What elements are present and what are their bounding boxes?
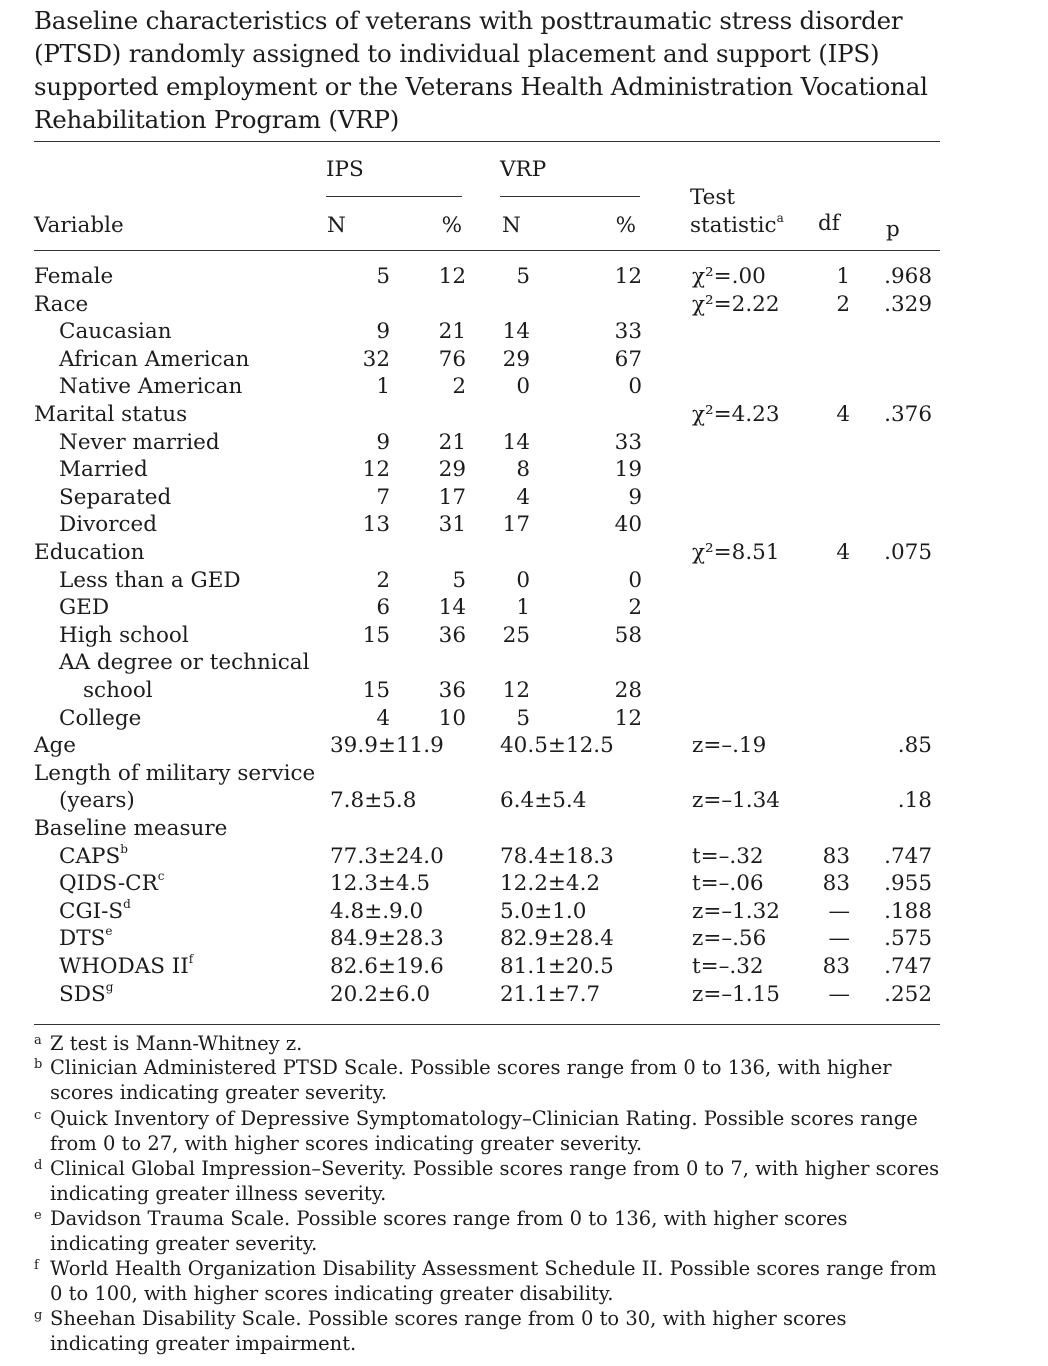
footnote-text: World Health Organization Disability Assessment Schedule II. Possible scores range from 0 to 100, with higher scores indicating greater disability.: [50, 1257, 937, 1305]
row-label-text: GED: [59, 595, 110, 621]
p-value: .968: [884, 264, 932, 289]
header-df: df: [818, 211, 840, 236]
footnote-text: Z test is Mann-Whitney z.: [50, 1032, 303, 1055]
test-statistic: z=–1.15: [692, 981, 780, 1007]
footnote-text: Clinician Administered PTSD Scale. Possible scores range from 0 to 136, with higher scores indicating greater severity.: [50, 1056, 892, 1104]
ips-pct: 2: [452, 374, 466, 400]
row-label: [34, 732, 76, 759]
ips-mean-sd: 4.8±.9.0: [330, 898, 424, 924]
ips-n: 7: [376, 484, 390, 510]
vrp-mean-sd: 12.2±4.2: [500, 871, 601, 897]
vrp-n: 5: [516, 264, 530, 289]
row-label: [34, 815, 227, 842]
header-test-line2: statistic$^a$: [690, 211, 784, 238]
header-vrp-pct: %: [615, 213, 636, 238]
row-label-text: AA degree or technical: [59, 650, 310, 676]
vrp-mean-sd: 21.1±7.7: [500, 981, 601, 1007]
footnote-g: [34, 1306, 940, 1356]
row-label-text: QIDS-CR: [59, 871, 158, 897]
row-label: [59, 925, 112, 952]
ips-pct: 14: [438, 595, 466, 621]
row-label: [34, 291, 88, 318]
footnote-c: [34, 1106, 940, 1156]
row-label: [59, 843, 128, 870]
p-value: .575: [884, 926, 932, 952]
vrp-pct: 33: [614, 319, 642, 345]
df-value: 83: [822, 954, 850, 979]
row-label: [34, 263, 113, 290]
row-label: [59, 622, 189, 649]
row-label-text: Less than a GED: [59, 567, 241, 593]
footnote-text: Clinical Global Impression–Severity. Possible scores range from 0 to 7, with higher scores indicating greater illness severity.: [50, 1157, 940, 1205]
vrp-n: 0: [516, 567, 530, 593]
ips-mean-sd: 82.6±19.6: [330, 954, 444, 979]
ips-mean-sd: 7.8±5.8: [330, 788, 417, 814]
p-value: .329: [884, 291, 932, 317]
row-label: [59, 484, 171, 511]
header-rule: [34, 250, 940, 251]
vrp-pct: 67: [614, 346, 642, 372]
vrp-n: 14: [502, 319, 530, 345]
vrp-pct: 12: [614, 705, 642, 731]
row-label-sup: d: [123, 896, 131, 911]
vrp-pct: 28: [614, 678, 642, 703]
vrp-pct: 9: [628, 484, 642, 510]
header-vrp-n: N: [502, 213, 521, 238]
test-statistic: t=–.06: [692, 871, 764, 897]
row-label: [59, 705, 141, 732]
ips-pct: 29: [438, 457, 466, 483]
p-value: .747: [884, 843, 932, 869]
p-value: .18: [897, 788, 932, 814]
row-label-sup: e: [105, 924, 113, 939]
ips-pct: 76: [438, 346, 466, 372]
header-ips-n: N: [327, 213, 346, 238]
df-value: 4: [836, 402, 850, 427]
footnote-mark: c: [34, 1108, 42, 1123]
row-label-text: Age: [34, 733, 77, 759]
row-label-text: Female: [34, 264, 114, 289]
ips-pct: 36: [438, 678, 466, 703]
ips-underline: [326, 196, 462, 197]
footnote-mark: e: [34, 1208, 42, 1223]
vrp-pct: 58: [614, 622, 642, 648]
df-value: 1: [836, 264, 850, 289]
vrp-n: 29: [502, 346, 530, 372]
row-label: [59, 511, 157, 538]
vrp-pct: 12: [614, 264, 642, 289]
row-label-text: African American: [59, 346, 250, 372]
row-label-line2: (years): [59, 788, 135, 814]
row-label: [59, 981, 113, 1008]
row-label-text: Race: [34, 291, 89, 317]
header-vrp: VRP: [500, 157, 547, 182]
footnote-b: [34, 1055, 940, 1105]
row-label: [59, 456, 148, 483]
test-statistic: χ²=4.23: [692, 402, 780, 427]
p-value: .747: [884, 954, 932, 979]
p-value: .376: [884, 402, 932, 427]
row-label-text: CGI-S: [59, 898, 124, 924]
df-value: 83: [822, 871, 850, 897]
row-label: [59, 870, 165, 897]
ips-n: 1: [376, 374, 390, 400]
ips-n: 4: [376, 705, 390, 731]
ips-pct: 36: [438, 622, 466, 648]
vrp-underline: [500, 196, 640, 197]
footnote-d: [34, 1156, 940, 1206]
footnote-f: [34, 1256, 940, 1306]
row-label: [59, 429, 220, 456]
vrp-n: 14: [502, 429, 530, 455]
p-value: .252: [884, 981, 932, 1007]
row-label: [34, 539, 144, 566]
ips-mean-sd: 20.2±6.0: [330, 981, 431, 1007]
row-label: [59, 318, 172, 345]
ips-mean-sd: 77.3±24.0: [330, 843, 444, 869]
header-variable: Variable: [34, 213, 124, 238]
vrp-mean-sd: 40.5±12.5: [500, 733, 614, 759]
df-value: 83: [822, 843, 850, 869]
vrp-pct: 33: [614, 429, 642, 455]
vrp-n: 5: [516, 705, 530, 731]
footnote-text: Quick Inventory of Depressive Symptomatology–Clinician Rating. Possible scores range from 0 to 27, with higher scores indicating greater severity.: [50, 1107, 918, 1155]
row-label: [34, 760, 315, 787]
ips-n: 15: [362, 622, 390, 648]
p-value: .075: [884, 540, 932, 565]
row-label: [59, 953, 193, 980]
row-label-text: Never married: [59, 429, 220, 455]
row-label-text: Native American: [59, 374, 243, 400]
test-statistic: χ²=8.51: [692, 540, 780, 565]
vrp-n: 17: [502, 512, 530, 538]
ips-pct: 21: [438, 319, 466, 345]
row-label-sup: c: [157, 869, 165, 884]
test-statistic: χ²=2.22: [692, 291, 780, 317]
ips-n: 5: [376, 264, 390, 289]
df-value: —: [828, 981, 850, 1007]
vrp-mean-sd: 78.4±18.3: [500, 843, 614, 869]
header-ips-pct: %: [441, 213, 462, 238]
row-label-text: CAPS: [59, 843, 121, 869]
row-label: [59, 373, 242, 400]
vrp-pct: 40: [614, 512, 642, 538]
footnote-mark: d: [34, 1158, 43, 1173]
vrp-n: 25: [502, 622, 530, 648]
vrp-n: 12: [502, 678, 530, 703]
footnote-text: Sheehan Disability Scale. Possible scores range from 0 to 30, with higher scores indicating greater impairment.: [50, 1307, 847, 1355]
test-statistic: χ²=.00: [692, 264, 766, 289]
row-label-text: Education: [34, 540, 145, 565]
header-test-line1: Test: [690, 185, 736, 210]
row-label-text: Married: [59, 457, 148, 483]
top-rule: [34, 141, 940, 142]
ips-pct: 17: [438, 484, 466, 510]
test-statistic: z=–.56: [692, 926, 767, 952]
bottom-rule: [34, 1024, 940, 1025]
row-label-sup: b: [120, 841, 128, 856]
test-statistic: t=–.32: [692, 843, 764, 869]
vrp-pct: 0: [628, 374, 642, 400]
vrp-n: 8: [516, 457, 530, 483]
row-label-text: DTS: [59, 926, 106, 952]
p-value: .188: [884, 898, 932, 924]
ips-pct: 31: [438, 512, 466, 538]
df-value: —: [828, 898, 850, 924]
ips-pct: 12: [438, 264, 466, 289]
ips-mean-sd: 12.3±4.5: [330, 871, 431, 897]
row-label: [59, 898, 131, 925]
ips-n: 12: [362, 457, 390, 483]
ips-n: 9: [376, 319, 390, 345]
df-value: —: [828, 926, 850, 952]
p-value: .85: [897, 733, 932, 759]
row-label-text: Baseline measure: [34, 816, 228, 841]
row-label: [59, 649, 309, 676]
ips-n: 2: [376, 567, 390, 593]
row-label-text: WHODAS II: [59, 954, 189, 979]
ips-n: 6: [376, 595, 390, 621]
footnote-mark: a: [34, 1033, 42, 1048]
ips-mean-sd: 39.9±11.9: [330, 733, 444, 759]
ips-pct: 10: [438, 705, 466, 731]
row-label: [59, 594, 109, 621]
footnote-mark: b: [34, 1057, 43, 1072]
ips-n: 9: [376, 429, 390, 455]
vrp-pct: 0: [628, 567, 642, 593]
row-label-text: Length of military service: [34, 760, 316, 786]
vrp-mean-sd: 5.0±1.0: [500, 898, 587, 924]
vrp-n: 4: [516, 484, 530, 510]
vrp-mean-sd: 6.4±5.4: [500, 788, 587, 814]
test-statistic: z=–1.32: [692, 898, 780, 924]
vrp-n: 0: [516, 374, 530, 400]
ips-n: 15: [362, 678, 390, 703]
header-p: p: [886, 217, 900, 242]
ips-n: 13: [362, 512, 390, 538]
p-value: .955: [884, 871, 932, 897]
row-label: [34, 401, 187, 428]
df-value: 4: [836, 540, 850, 565]
row-label-line2: school: [83, 678, 153, 703]
row-label-text: High school: [59, 622, 189, 648]
vrp-n: 1: [516, 595, 530, 621]
row-label-text: College: [59, 705, 142, 731]
footnote-a: [34, 1031, 940, 1056]
vrp-pct: 2: [628, 595, 642, 621]
row-label-text: Separated: [59, 484, 172, 510]
table-page: [34, 0, 940, 1355]
footnote-mark: f: [34, 1258, 39, 1273]
vrp-pct: 19: [614, 457, 642, 483]
row-label-text: Divorced: [59, 512, 158, 538]
header-ips: IPS: [326, 157, 364, 182]
row-label-sup: g: [105, 979, 114, 994]
footnote-mark: g: [34, 1308, 43, 1323]
test-statistic: z=–1.34: [692, 788, 780, 814]
vrp-mean-sd: 81.1±20.5: [500, 954, 614, 979]
row-label-text: SDS: [59, 981, 106, 1007]
df-value: 2: [836, 291, 850, 317]
test-statistic: z=–.19: [692, 733, 767, 759]
ips-n: 32: [362, 346, 390, 372]
row-label-text: Caucasian: [59, 319, 172, 345]
row-label: [59, 346, 249, 373]
vrp-mean-sd: 82.9±28.4: [500, 926, 614, 952]
footnote-text: Davidson Trauma Scale. Possible scores range from 0 to 136, with higher scores indicating greater severity.: [50, 1207, 848, 1255]
ips-pct: 5: [452, 567, 466, 593]
ips-mean-sd: 84.9±28.3: [330, 926, 444, 952]
row-label-text: Marital status: [34, 402, 188, 427]
row-label: [59, 567, 241, 594]
row-label-sup: f: [188, 952, 194, 966]
footnote-e: [34, 1206, 940, 1256]
test-statistic: t=–.32: [692, 954, 764, 979]
table-caption: Baseline characteristics of veterans with posttraumatic stress disorder (PTSD) randomly assigned to individual placement and support (IPS) supported employment or the Veterans Health Administration Vocational Rehabilitation Program (VRP): [34, 6, 928, 134]
ips-pct: 21: [438, 429, 466, 455]
